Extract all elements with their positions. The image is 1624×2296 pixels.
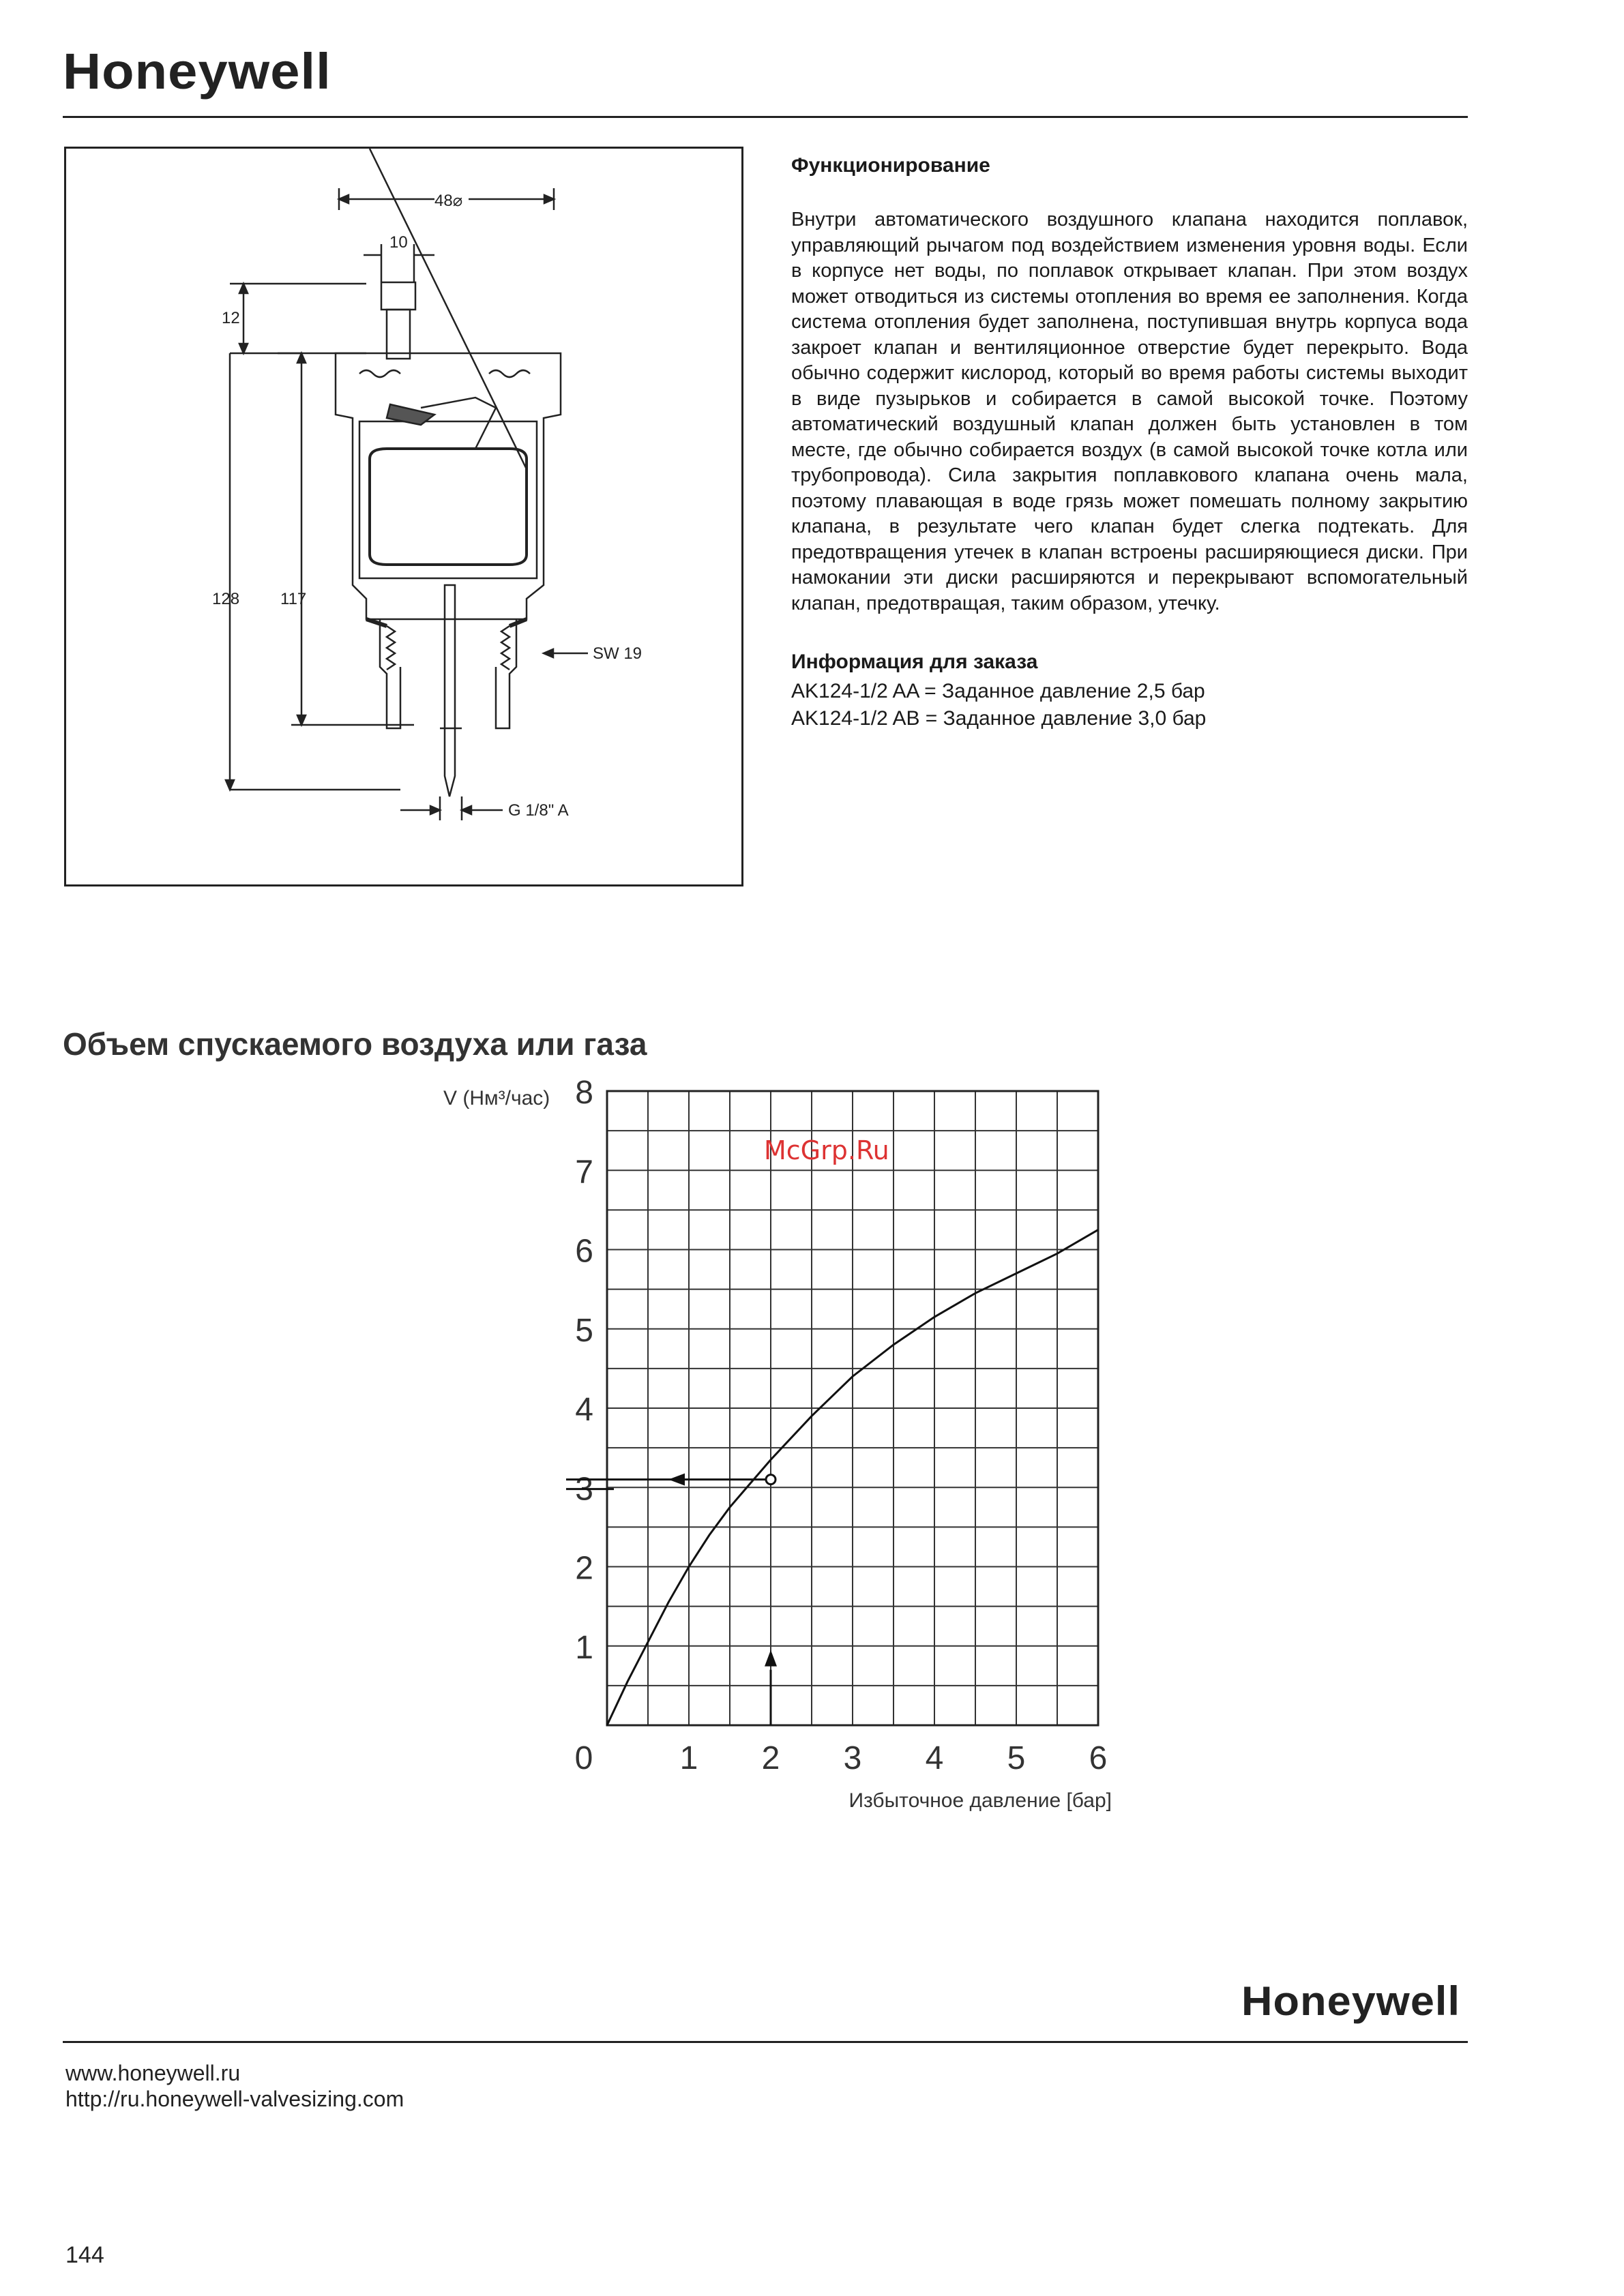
order-line-aa: AK124-1/2 AA = Заданное давление 2,5 бар bbox=[791, 680, 1205, 702]
x-tick-label: 0 bbox=[574, 1740, 593, 1776]
watermark-text: McGrp.Ru bbox=[764, 1135, 889, 1165]
annotation-point bbox=[766, 1475, 776, 1485]
x-tick-label: 6 bbox=[1089, 1740, 1108, 1776]
y-tick-label: 4 bbox=[575, 1392, 593, 1428]
dim-nut-label: 10 bbox=[389, 233, 408, 252]
functioning-body: Внутри автоматического воздушного клапана находится поплавок, управляющий рычагом под воздействием изменения уровня воды. Если в корпусе нет воды, по поплавок открывает клапан. При этом воздух может отводиться из системы отопления во время ее заполнения. Когда система отопления будет заполнена, поступившая внутрь корпуса вода закроет клапан и вентиляционное отверстие будет перекрыто. Вода обычно содержит кислород, который во время работы системы выходит в виде пузырьков и собирается в самой высокой точке. Поэтому автоматический воздушный клапан должен быть установлен в том месте, где обычно собирается воздух (в самой высокой точке котла или трубопровода). Сила закрытия поплавкового клапана очень мала, поэтому плавающая в воде грязь может помешать полному закрытию клапана, в результате чего клапан будет слегка подтекать. Для предотвращения утечек в клапан встроены расширяющиеся диски. При намокании эти диски расширяются и перекрывают вспомогательный клапан, предотвращая, таким образом, утечку. bbox=[791, 209, 1468, 614]
footer-link-valvesizing[interactable]: http://ru.honeywell-valvesizing.com bbox=[65, 2087, 404, 2111]
order-line-ab: AK124-1/2 AB = Заданное давление 3,0 бар bbox=[791, 707, 1207, 730]
annotation-left-arrow bbox=[668, 1474, 685, 1486]
dim-width-label: 48⌀ bbox=[434, 192, 463, 210]
y-tick-label: 1 bbox=[575, 1629, 593, 1666]
airflow-chart bbox=[409, 1071, 1160, 1834]
footer-link-website[interactable]: www.honeywell.ru bbox=[65, 2061, 241, 2085]
brand-logo-bottom: Honeywell bbox=[1241, 1978, 1461, 2024]
functioning-heading: Функционирование bbox=[791, 154, 990, 177]
x-tick-label: 1 bbox=[679, 1740, 698, 1776]
x-tick-label: 2 bbox=[761, 1740, 780, 1776]
x-tick-label: 5 bbox=[1007, 1740, 1026, 1776]
chart-title: Объем спускаемого воздуха или газа bbox=[63, 1026, 647, 1062]
ordering-heading: Информация для заказа bbox=[791, 651, 1038, 673]
x-tick-labels bbox=[575, 1740, 1108, 1776]
y-tick-label: 3 bbox=[575, 1471, 593, 1508]
dim-thread-label: G 1/8" A bbox=[508, 801, 569, 820]
dim-total-label: 128 bbox=[212, 590, 240, 608]
valve-cross-section bbox=[66, 149, 741, 884]
y-tick-label: 6 bbox=[575, 1233, 593, 1270]
page-number: 144 bbox=[65, 2242, 104, 2268]
x-axis-label: Избыточное давление [бар] bbox=[848, 1789, 1112, 1812]
dim-wrench-label: SW 19 bbox=[593, 644, 643, 663]
valve-drawing-frame bbox=[64, 147, 743, 886]
dim-body-label: 117 bbox=[280, 590, 307, 608]
footer-rule bbox=[63, 2041, 1468, 2043]
brand-logo-top: Honeywell bbox=[63, 43, 331, 100]
y-tick-label: 2 bbox=[575, 1550, 593, 1587]
annotation-up-arrow bbox=[765, 1650, 777, 1667]
x-tick-label: 4 bbox=[925, 1740, 944, 1776]
description-column bbox=[791, 154, 1468, 732]
chart-annotation bbox=[566, 1474, 777, 1725]
y-tick-label: 5 bbox=[575, 1312, 593, 1349]
y-tick-label: 7 bbox=[575, 1154, 593, 1191]
y-tick-labels bbox=[575, 1075, 593, 1666]
header-rule bbox=[63, 116, 1468, 118]
dim-cap-label: 12 bbox=[222, 309, 240, 327]
x-tick-label: 3 bbox=[843, 1740, 862, 1776]
y-tick-label: 8 bbox=[575, 1075, 593, 1111]
y-axis-label: V (Нм³/час) bbox=[443, 1087, 550, 1109]
chart-grid bbox=[607, 1091, 1098, 1725]
